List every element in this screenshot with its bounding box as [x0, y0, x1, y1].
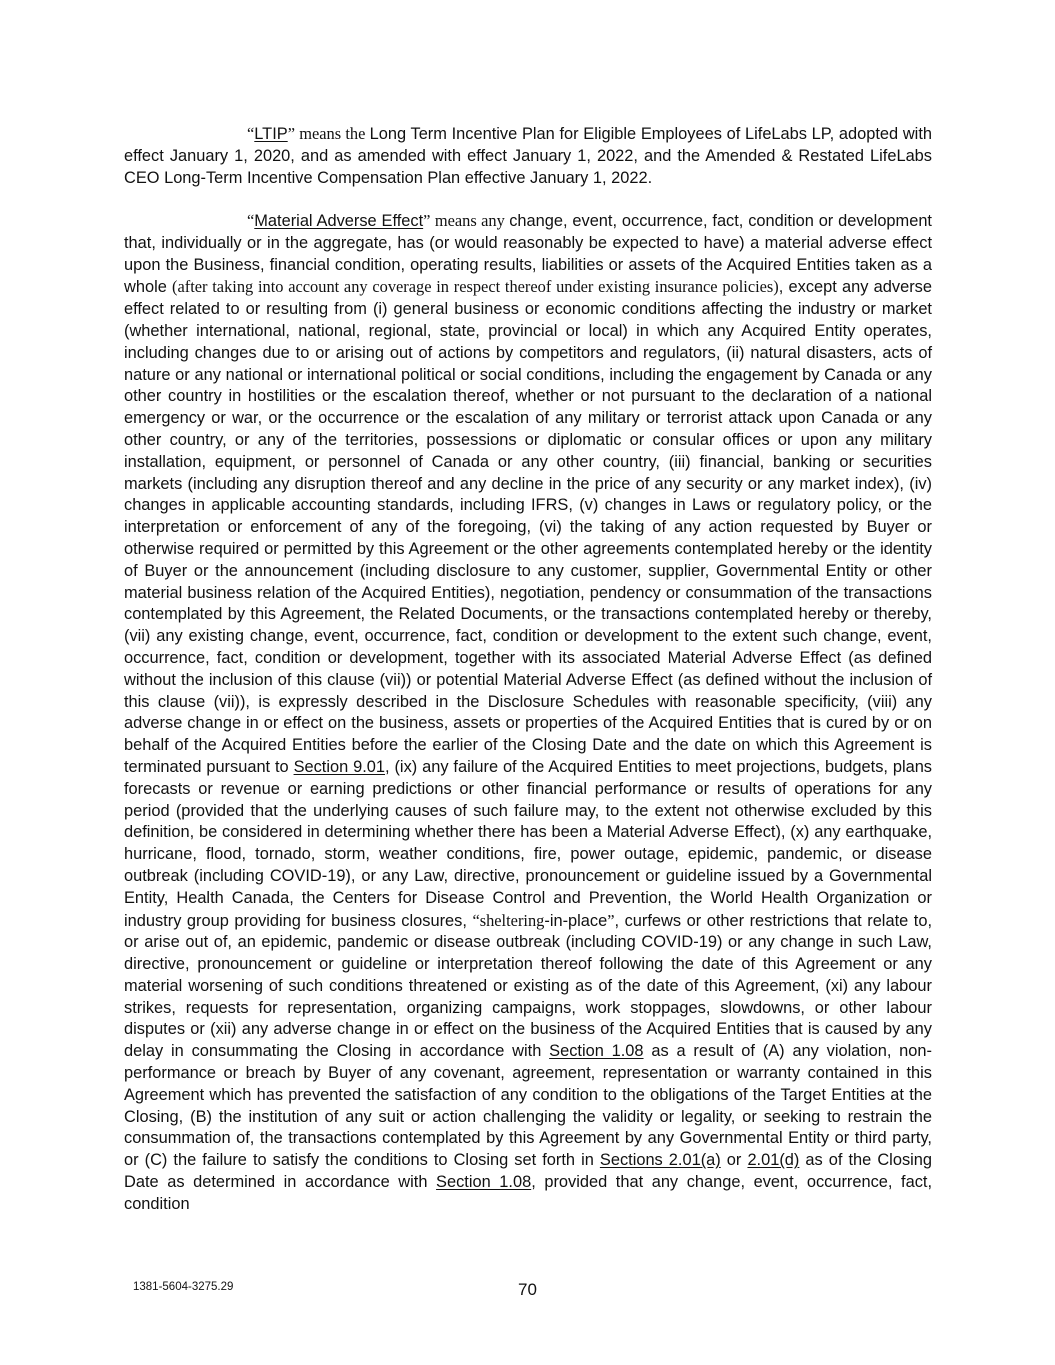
section-1-08-link[interactable]: Section 1.08	[549, 1042, 644, 1061]
ltip-means: means the	[294, 124, 370, 143]
mae-definition-paragraph	[124, 210, 932, 1216]
document-id: 1381-5604-3275.29	[133, 1281, 234, 1293]
ltip-close-quote: ”	[287, 124, 295, 143]
mae-text-10: or	[720, 1151, 748, 1170]
page-number: 70	[518, 1280, 537, 1299]
ltip-definition-text: Long Term Incentive Plan for Eligible Employees of LifeLabs LP, adopted with effect January 1, 2020, and as amended with effect January 1, 2022, and the Amended & Restated LifeLabs CEO Long-Term Incentive Compensation Plan effective January 1, 2022.	[124, 125, 932, 187]
mae-open-quote: “	[247, 211, 255, 230]
mae-text-11: as of the Closing Date as determined in accordance with	[124, 1151, 933, 1192]
mae-text-4: , (ix) any failure of the Acquired Entities to meet projections, budgets, plans forecasts or revenue or earning predictions or other financial performance or results of operations for any period (provided that the underlying causes of such failure may, to the extent not otherwise excluded by this definition, be considered in determining whether there has been a Material Adverse Effect), (x) any earthquake, hurricane, flood, tornado, storm, weather conditions, fire, power outage, epidemic, pandemic, or disease outbreak (including COVID-19), or any Law, directive, pronouncement or guideline issued by a Governmental Entity, Health Canada, the Centers for Disease Control and Prevention, the World Health Organization or industry group providing for business closures,	[124, 757, 933, 930]
mae-defined-term: Material Adverse Effect	[254, 212, 424, 230]
mae-text-8: , curfews or other restrictions that relate to, or arise out of, an epidemic, pandemic or disease outbreak (including COVID-19) or any change in such Law, directive, pronouncement or guideline or interpretation thereof following the date of this Agreement or any material worsening of such conditions threatened or existing as of the date of this Agreement, (xi) any labour strikes, requests for representation, organizing campaigns, work stoppages, slowdowns, or other labour disputes or (xii) any adverse change in or effect on the business of the Acquired Entities that is caused by any delay in consummating the Closing in accordance with	[124, 911, 932, 1061]
ltip-defined-term: LTIP	[254, 125, 288, 143]
mae-text-7: ”	[607, 910, 615, 930]
sections-2-01a-link[interactable]: Sections 2.01(a)	[599, 1151, 721, 1170]
mae-text-9: as a result of (A) any violation, non-performance or breach by Buyer of any covenant, agreement, representation or warranty contained in this Agreement which has prevented the satisfaction of any condition to the obligations of the Target Entities at the Closing, (B) the institution of any suit or action challenging the validity or legality, or seeking to restrain the consummation of, the transactions contemplated by this Agreement by any Governmental Entity or third party, or (C) the failure to satisfy the conditions to Closing set forth in	[124, 1042, 932, 1170]
mae-text-12: , provided that any change, event, occurrence, fact, condition	[124, 1173, 933, 1213]
mae-text-2-insurance: (after taking into account any coverage in respect thereof under existing insurance policies)	[172, 277, 779, 297]
section-1-08-link-2[interactable]: Section 1.08	[436, 1173, 532, 1192]
mae-means: means any	[430, 211, 510, 230]
mae-text-1: change, event, occurrence, fact, condition or development that, individually or in the aggregate, has (or would reasonably be expected to have) a material adverse effect upon the Business, financial condition, operating results, liabilities or assets of the Acquired Entities taken as a whole	[124, 212, 932, 297]
section-2-01d-link[interactable]: 2.01(d)	[747, 1151, 800, 1170]
mae-text-3: , except any adverse effect related to or resulting from (i) general business or economic conditions affecting the industry or market (whether international, national, regional, state, provincial or local) in which any Acquired Entity operates, including changes due to or arising out of actions by competitors and regulators, (ii) natural disasters, acts of nature or any national or international political or social conditions, including the engagement by Canada or any other country in hostilities or the escalation thereof, whether or not pursuant to the declaration of a national emergency or war, or the occurrence or the escalation of any military or terrorist attack upon Canada or any other country, or any of the territories, possessions or diplomatic or consular offices or upon any military installation, equipment, or personnel of Canada or any other country, (iii) financial, banking or securities markets (including any disruption thereof and any decline in the price of any security or any market index), (iv) changes in applicable accounting standards, including IFRS, (v) changes in Laws or regulatory policy, or the interpretation or enforcement of any of the foregoing, (vi) the taking of any action requested by Buyer or otherwise required or permitted by this Agreement or the other agreements contemplated hereby or the identity of Buyer or the announcement (including disclosure to any customer, supplier, Governmental Entity or other material business relation of the Acquired Entities), negotiation, pendency or consummation of the transactions contemplated by this Agreement, the Related Documents, or the transactions contemplated hereby or thereby, (vii) any existing change, event, occurrence, fact, condition or development to the extent such change, event, occurrence, fact, condition or development, together with its associated Material Adverse Effect (as defined without the inclusion of this clause (vii)) or potential Material Adverse Effect (as defined without the inclusion of this clause (vii)), is expressly described in the Disclosure Schedules with reasonable specificity, (viii) any adverse change in or effect on the business, assets or properties of the Acquired Entities that is cured by or on behalf of the Acquired Entities before the earlier of the Closing Date and the date on which this Agreement is terminated pursuant to	[124, 278, 932, 776]
section-9-01-link[interactable]: Section 9.01	[293, 757, 386, 776]
mae-close-quote: ”	[423, 211, 431, 230]
mae-text-5: “sheltering	[472, 910, 545, 930]
ltip-definition-paragraph	[124, 123, 932, 189]
mae-text-6: -in-place	[544, 911, 608, 930]
ltip-open-quote: “	[247, 124, 255, 143]
